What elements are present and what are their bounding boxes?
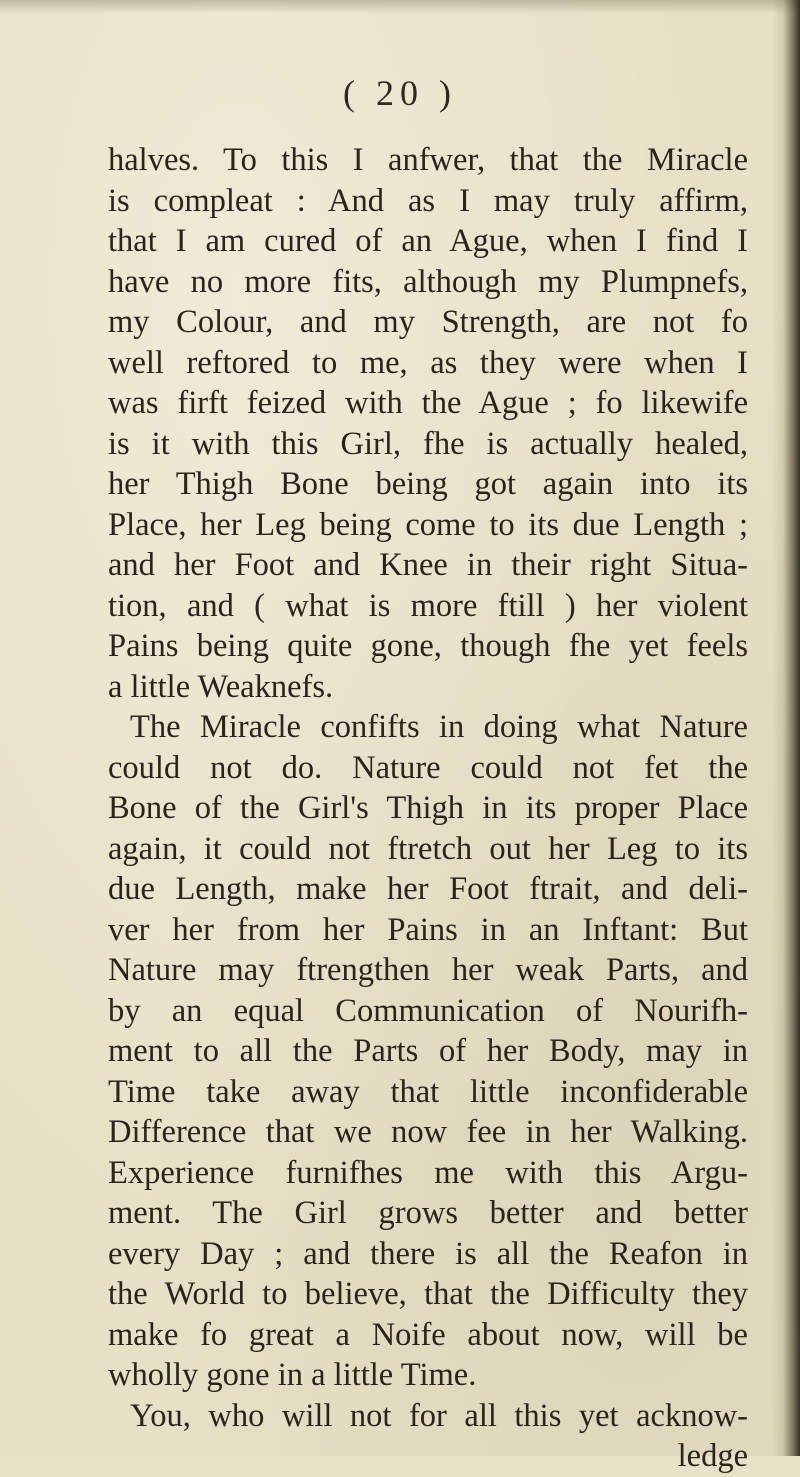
text-line: Difference that we now fee in her Walking. (108, 1114, 748, 1150)
text-line: Time take away that little inconfiderable (108, 1073, 748, 1110)
text-line: could not do. Nature could not fet the (108, 749, 748, 786)
text-line: her Thigh Bone being got again into its (108, 466, 748, 502)
text-line: and her Foot and Knee in their right Situa- (108, 547, 748, 583)
text-line: due Length, make her Foot ftrait, and deli- (108, 871, 748, 907)
text-line: Place, her Leg being come to its due Length ; (108, 506, 748, 543)
page-body-text (108, 140, 748, 1477)
page-number: ( 20 ) (343, 73, 457, 113)
page-binding-shadow (772, 0, 800, 1456)
page-top-shadow (0, 0, 800, 14)
text-line: have no more fits, although my Plumpnefs, (108, 263, 748, 300)
text-line: ver her from her Pains in an Inftant: But (108, 911, 748, 948)
text-line: Pains being quite gone, though fhe yet feels (108, 628, 748, 664)
text-line: wholly gone in a little Time. (108, 1357, 477, 1393)
text-line: is it with this Girl, fhe is actually healed, (108, 425, 748, 462)
paragraph-start-line: You, who will not for all this yet acknow- (130, 1397, 748, 1434)
text-line: well reftored to me, as they were when I (108, 344, 748, 381)
text-line: every Day ; and there is all the Reafon in (108, 1235, 748, 1272)
text-line: that I am cured of an Ague, when I find I (108, 223, 748, 259)
text-line: make fo great a Noife about now, will be (108, 1316, 748, 1353)
text-line: Experience furnifhes me with this Argu- (108, 1154, 748, 1191)
text-line: again, it could not ftretch out her Leg to its (108, 830, 748, 867)
text-line: the World to believe, that the Difficulty they (108, 1276, 748, 1312)
text-line: ment to all the Parts of her Body, may in (108, 1033, 748, 1069)
paragraph-start-line: The Miracle confifts in doing what Nature (130, 709, 748, 745)
text-line: was firft feized with the Ague ; fo likewife (108, 385, 748, 421)
text-line: by an equal Communication of Nourifh- (108, 992, 748, 1029)
text-line: Nature may ftrengthen her weak Parts, and (108, 952, 748, 988)
text-line: halves. To this I anfwer, that the Miracle (108, 142, 748, 178)
text-line: tion, and ( what is more ftill ) her violent (108, 587, 748, 624)
text-line: my Colour, and my Strength, are not fo (108, 304, 748, 340)
text-line: a little Weaknefs. (108, 668, 334, 705)
text-line: Bone of the Girl's Thigh in its proper Place (108, 790, 748, 826)
catchword: ledge (677, 1438, 748, 1474)
text-line: is compleat : And as I may truly affirm, (108, 182, 748, 219)
text-line: ment. The Girl grows better and better (108, 1195, 748, 1231)
